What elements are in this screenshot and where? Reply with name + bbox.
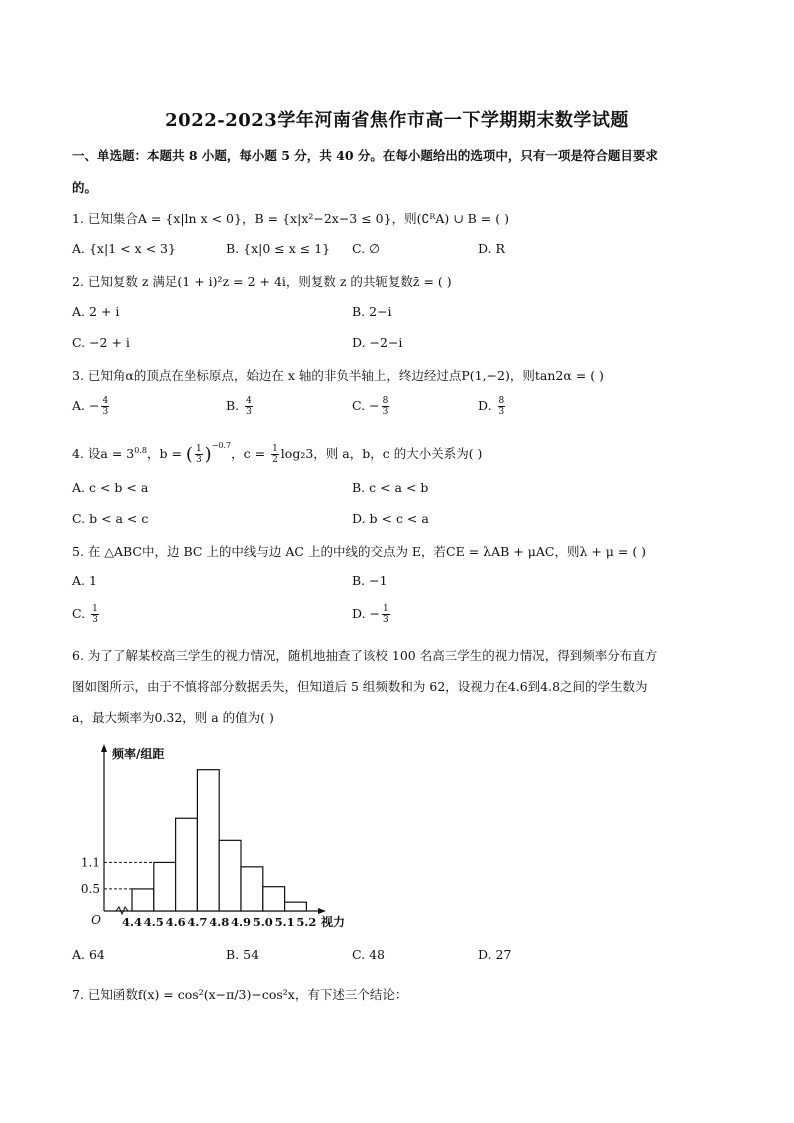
denominator: 2 <box>272 455 278 465</box>
denominator: 3 <box>383 615 389 625</box>
x-tick-label: 4.4 <box>121 915 143 929</box>
q1-option-d: D. R <box>478 241 505 256</box>
q4-option-d: D. b < c < a <box>352 511 429 526</box>
section-heading-cont: 的。 <box>72 180 98 195</box>
option-label: D. <box>352 606 366 621</box>
q3-option-d <box>478 396 507 417</box>
exponent: 0.8 <box>134 445 147 455</box>
x-tick-label: 4.6 <box>165 915 186 929</box>
histogram-bar <box>154 862 176 911</box>
option-label: C. <box>72 606 86 621</box>
question-1-stem: 1. 已知集合A = {x|ln x < 0}，B = {x|x²−2x−3 ≤ 0}，则(∁ᴿA) ∪ B = ( ) <box>72 211 509 226</box>
q4-option-b: B. c < a < b <box>352 480 429 495</box>
page-title: 2022-2023学年河南省焦作市高一下学期期末数学试题 <box>165 110 629 131</box>
fraction <box>245 396 253 417</box>
histogram-bar <box>219 840 241 911</box>
numerator: 4 <box>102 396 109 406</box>
x-tick-label: 4.7 <box>187 915 208 929</box>
question-3-stem: 3. 已知角α的顶点在坐标原点，始边在 x 轴的非负半轴上，终边经过点P(1,−2)，则tan2α = ( ) <box>72 368 604 383</box>
q5-option-a: A. 1 <box>72 573 97 588</box>
numerator: 8 <box>382 396 389 406</box>
option-sign: − <box>369 398 380 413</box>
histogram-bar <box>263 887 285 911</box>
chart-bars <box>132 770 306 911</box>
denominator: 3 <box>498 407 505 417</box>
numerator: 1 <box>195 444 202 454</box>
q3-option-b <box>226 396 255 417</box>
q2-option-a: A. 2 + i <box>72 304 120 319</box>
x-tick-label: 5.0 <box>252 915 273 929</box>
section-heading: 一、单选题：本题共 8 小题，每小题 5 分，共 40 分。在每小题给出的选项中，只有一项是符合题目要求 <box>72 148 658 163</box>
question-6-line-2: 图如图所示，由于不慎将部分数据丢失，但知道后 5 组频数和为 62，设视力在4.6到4.8之间的学生数为 <box>72 679 648 694</box>
denominator: 3 <box>246 407 252 417</box>
origin-label: O <box>91 913 101 927</box>
q5-option-c <box>72 604 101 625</box>
q2-option-c: C. −2 + i <box>72 335 130 350</box>
x-tick-label: 4.9 <box>230 915 252 929</box>
q1-option-b: B. {x|0 ≤ x ≤ 1} <box>226 241 331 256</box>
denominator: 3 <box>92 615 98 625</box>
histogram-bar <box>241 867 263 911</box>
question-7-stem: 7. 已知函数f(x) = cos²(x−π/3)−cos²x，有下述三个结论： <box>72 987 408 1002</box>
option-label: C. <box>352 398 366 413</box>
fraction <box>498 396 506 417</box>
question-2-stem: 2. 已知复数 z 满足(1 + i)²z = 2 + 4i，则复数 z 的共轭复数z̄ = ( ) <box>72 274 452 289</box>
y-tick-label: 0.5 <box>80 881 100 896</box>
x-tick-label: 4.5 <box>143 915 164 929</box>
histogram-bar <box>176 818 198 911</box>
q4-option-a: A. c < b < a <box>72 480 149 495</box>
fraction <box>101 396 109 417</box>
option-label: D. <box>478 398 492 413</box>
histogram-bar <box>285 902 307 911</box>
fraction <box>382 604 390 625</box>
y-axis-title: 频率/组距 <box>112 747 165 761</box>
option-label: B. <box>226 398 240 413</box>
question-6-line-1: 6. 为了了解某校高三学生的视力情况，随机地抽查了该校 100 名高三学生的视力情况，得到频率分布直方 <box>72 648 658 663</box>
question-4-stem <box>72 441 482 465</box>
histogram-bar <box>197 770 219 911</box>
histogram-chart <box>70 740 370 935</box>
q4-part-a: 4. 设a = 3 <box>72 446 135 461</box>
numerator: 1 <box>92 604 98 614</box>
option-label: A. <box>72 398 86 413</box>
fraction <box>271 444 279 465</box>
paren-close: ) <box>204 444 212 465</box>
question-5-stem: 5. 在 △ABC中，边 BC 上的中线与边 AC 上的中线的交点为 E，若CE = λAB + μAC，则λ + μ = ( ) <box>72 544 647 559</box>
exponent: −0.7 <box>211 441 232 450</box>
x-axis-arrow <box>318 908 326 914</box>
q6-option-d: D. 27 <box>478 947 512 962</box>
numerator: 1 <box>272 444 278 454</box>
q6-option-b: B. 54 <box>226 947 260 962</box>
q2-option-d: D. −2−i <box>352 335 403 350</box>
y-tick-label: 1.1 <box>80 855 100 870</box>
x-tick-label: 5.2 <box>296 915 317 929</box>
paren-open: ( <box>185 444 193 465</box>
fraction <box>91 604 99 625</box>
denominator: 3 <box>195 455 202 465</box>
denominator: 3 <box>102 407 109 417</box>
q3-option-c <box>352 396 391 417</box>
option-sign: − <box>369 606 381 621</box>
denominator: 3 <box>382 407 389 417</box>
q4-part-b: ，b = <box>146 446 186 461</box>
x-tick-label: 4.8 <box>209 915 230 929</box>
numerator: 8 <box>498 396 505 406</box>
x-axis-title: 视力 <box>321 915 346 929</box>
question-6-line-3: a，最大频率为0.32，则 a 的值为( ) <box>72 710 274 725</box>
option-sign: − <box>89 398 100 413</box>
q1-option-a: A. {x|1 < x < 3} <box>72 241 176 256</box>
fraction <box>195 444 203 465</box>
q4-part-tail: log₂3，则 a，b，c 的大小关系为( ) <box>280 446 483 461</box>
q1-option-c: C. ∅ <box>352 241 380 256</box>
fraction <box>382 396 390 417</box>
q2-option-b: B. 2−i <box>352 304 392 319</box>
q5-option-b: B. −1 <box>352 573 388 588</box>
q4-option-c: C. b < a < c <box>72 511 149 526</box>
q6-option-a: A. 64 <box>72 947 105 962</box>
q4-part-c: ，c = <box>231 446 270 461</box>
q3-option-a <box>72 396 111 417</box>
histogram-bar <box>132 889 154 911</box>
numerator: 1 <box>383 604 389 614</box>
q5-option-d <box>352 604 392 625</box>
y-axis-arrow <box>101 744 107 752</box>
x-tick-label: 5.1 <box>274 915 295 929</box>
numerator: 4 <box>246 396 252 406</box>
q6-option-c: C. 48 <box>352 947 385 962</box>
